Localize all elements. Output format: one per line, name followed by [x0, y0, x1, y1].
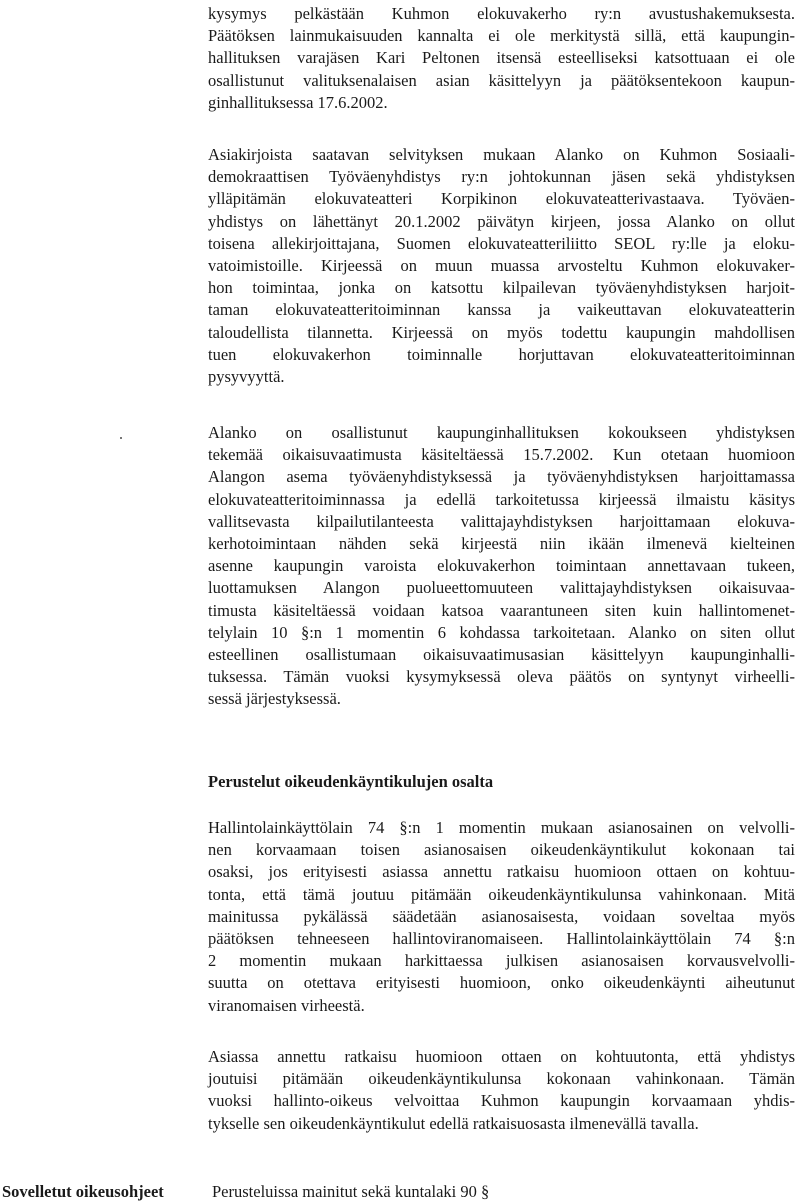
text-line: tuen elokuvakerhon toiminnalle horjuttavan elokuvateatteritoiminnan	[208, 344, 795, 364]
text-line: 2 momentin mukaan harkittaessa julkisen asianosaisen korvausvelvolli-	[208, 951, 795, 971]
text-line: tuksessa. Tämän vuoksi kysymyksessä oleva päätös on syntynyt virheelli-	[208, 667, 795, 687]
text-line: Asiakirjoista saatavan selvityksen mukaan Alanko on Kuhmon Sosiaali-	[208, 145, 795, 164]
text-line: mainitussa pykälässä säädetään asianosaisesta, voidaan soveltaa myös	[208, 906, 795, 926]
text-line: kysymys pelkästään Kuhmon elokuvakerho ry:n avustushakemuksesta.	[208, 4, 795, 23]
text-line: taman elokuvateatteritoiminnan kanssa ja vaikeuttavan elokuvateatterin	[208, 300, 795, 320]
text-line: tonta, että tämä joutuu pitämään oikeudenkäyntikulunsa vahinkonaan. Mitä	[208, 884, 795, 904]
text-line: päätöksen tehneeseen hallintoviranomaiseen. Hallintolainkäyttölain 74 §:n	[208, 928, 795, 948]
text-line: Päätöksen lainmukaisuuden kannalta ei ole merkitystä sillä, että kaupungin-	[208, 26, 795, 46]
text-line: luottamuksen Alangon puolueettomuuteen valittajayhdistyksen oikaisuvaa-	[208, 578, 795, 598]
applied-laws-label: Sovelletut oikeusohjeet	[2, 1182, 164, 1201]
applied-laws-text: Perusteluissa mainitut sekä kuntalaki 90 §	[212, 1182, 490, 1201]
text-line: tykselle sen oikeudenkäyntikulut edellä ratkaisuosasta ilmenevällä tavalla.	[208, 1113, 699, 1133]
text-line: Alangon asema työväenyhdistyksessä ja työväenyhdistyksen harjoittamassa	[208, 467, 795, 487]
text-line: vuoksi hallinto-oikeus velvoittaa Kuhmon kaupungin korvaamaan yhdis-	[208, 1091, 795, 1111]
text-line: Asiassa annettu ratkaisu huomioon ottaen on kohtuutonta, että yhdistys	[208, 1047, 795, 1066]
text-line: hallituksen varajäsen Kari Peltonen itsensä esteelliseksi katsottuaan ei ole	[208, 48, 795, 68]
paragraph-2	[208, 144, 795, 388]
text-line: sessä järjestyksessä.	[208, 689, 341, 709]
text-line: hon toimintaa, jonka on katsottu kilpailevan työväenyhdistyksen harjoit-	[208, 278, 795, 298]
paragraph-4	[208, 817, 795, 1017]
section-heading: Perustelut oikeudenkäyntikulujen osalta	[208, 772, 494, 791]
text-line: suutta on otettava erityisesti huomioon, onko oikeudenkäynti aiheutunut	[208, 973, 795, 993]
text-line: taloudellista tilannetta. Kirjeessä on myös todettu kaupungin mahdollisen	[208, 322, 795, 342]
text-line: Alanko on osallistunut kaupunginhallituksen kokoukseen yhdistyksen	[208, 423, 795, 442]
text-line: yhdistys on lähettänyt 20.1.2002 päivätyn kirjeen, jossa Alanko on ollut	[208, 211, 795, 231]
text-line: Hallintolainkäyttölain 74 §:n 1 momentin mukaan asianosainen on velvolli-	[208, 818, 795, 837]
text-line: joutuisi pitämään oikeudenkäyntikulunsa kokonaan vahinkonaan. Tämän	[208, 1069, 795, 1089]
text-line: vallitsevasta kilpailutilanteesta valittajayhdistyksen harjoittamaan elokuva-	[208, 511, 795, 531]
text-line: demokraattisen Työväenyhdistys ry:n johtokunnan jäsen sekä yhdistyksen	[208, 167, 795, 187]
text-line: osaksi, jos erityisesti asiassa annettu ratkaisu huomioon ottaen on kohtuu-	[208, 862, 795, 882]
text-line: elokuvateatteritoiminnassa ja edellä tarkoitetussa kirjeessä ilmaistu käsitys	[208, 489, 795, 509]
text-line: tekemää oikaisuvaatimusta käsiteltäessä 15.7.2002. Kun otetaan huomioon	[208, 445, 795, 465]
paragraph-5	[208, 1046, 795, 1135]
scan-speck	[120, 437, 122, 439]
paragraph-3	[208, 422, 795, 710]
text-line: viranomaisen virheestä.	[208, 995, 365, 1015]
text-line: asenne kaupungin varoista elokuvakerhon toimintaan annettavaan tukeen,	[208, 556, 795, 576]
text-line: ginhallituksessa 17.6.2002.	[208, 92, 388, 112]
text-line: nen korvaamaan toisen asianosaisen oikeudenkäyntikulut kokonaan tai	[208, 840, 795, 860]
text-line: toisena allekirjoittajana, Suomen elokuvateatteriliitto SEOL ry:lle ja eloku-	[208, 233, 795, 253]
text-line: pysyvyyttä.	[208, 366, 285, 386]
text-line: vatoimistoille. Kirjeessä on muun muassa arvosteltu Kuhmon elokuvaker-	[208, 255, 795, 275]
text-line: esteellinen osallistumaan oikaisuvaatimusasian käsittelyyn kaupunginhalli-	[208, 644, 795, 664]
text-line: osallistunut valituksenalaisen asian käsittelyyn ja päätöksentekoon kaupun-	[208, 70, 795, 90]
text-line: ylläpitämän elokuvateatteri Korpikinon elokuvateatterivastaava. Työväen-	[208, 189, 795, 209]
text-line: telylain 10 §:n 1 momentin 6 kohdassa tarkoitetaan. Alanko on siten ollut	[208, 622, 795, 642]
paragraph-1	[208, 3, 795, 114]
text-line: kerhotoimintaan nähden sekä kirjeestä niin ikään ilmenevä kielteinen	[208, 533, 795, 553]
text-line: timusta käsiteltäessä voidaan katsoa vaarantuneen siten kuin hallintomenet-	[208, 600, 795, 620]
